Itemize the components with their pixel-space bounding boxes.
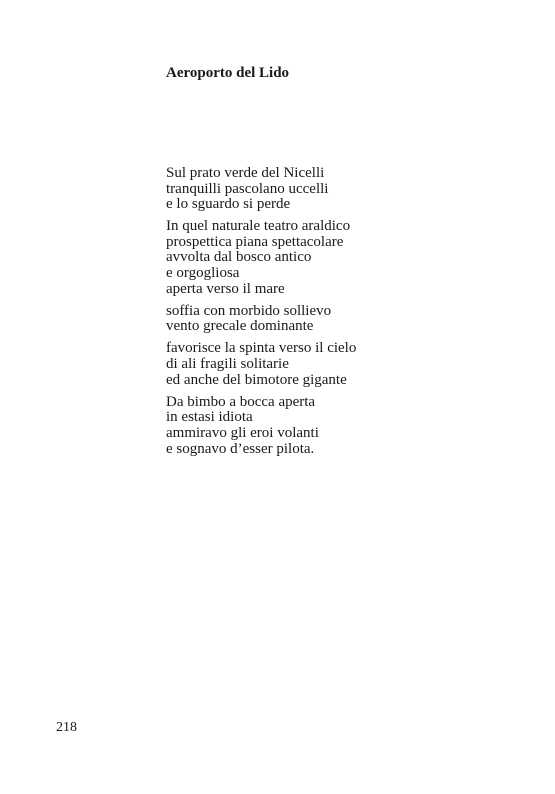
poem-line: soffia con morbido sollievo <box>166 302 332 319</box>
poem-title: Aeroporto del Lido <box>166 65 290 81</box>
poem-line: e lo sguardo si perde <box>166 196 291 213</box>
stanza <box>166 395 356 457</box>
poem-line: e sognavo d’esser pilota. <box>166 440 315 457</box>
poem-line: In quel naturale teatro araldico <box>166 218 351 235</box>
stanza <box>166 166 356 213</box>
poem-line: e orgogliosa <box>166 265 240 282</box>
poem-line: ed anche del bimotore gigante <box>166 371 347 388</box>
page-number: 218 <box>56 720 77 735</box>
poem-line: tranquilli pascolano uccelli <box>166 180 329 197</box>
poem-line: prospettica piana spettacolare <box>166 233 344 250</box>
poem-line: aperta verso il mare <box>166 280 285 297</box>
poem-line: in estasi idiota <box>166 409 253 426</box>
poem-line: avvolta dal bosco antico <box>166 249 312 266</box>
poem-line: Da bimbo a bocca aperta <box>166 393 316 410</box>
poem-body <box>166 166 356 464</box>
poem-line: Sul prato verde del Nicelli <box>166 165 325 181</box>
poem-line: favorisce la spinta verso il cielo <box>166 340 357 357</box>
poem-line: di ali fragili solitarie <box>166 356 289 373</box>
poem-line: vento grecale dominante <box>166 318 314 335</box>
poem-line: ammiravo gli eroi volanti <box>166 424 319 441</box>
stanza <box>166 219 356 297</box>
stanza <box>166 341 356 388</box>
stanza <box>166 304 356 335</box>
